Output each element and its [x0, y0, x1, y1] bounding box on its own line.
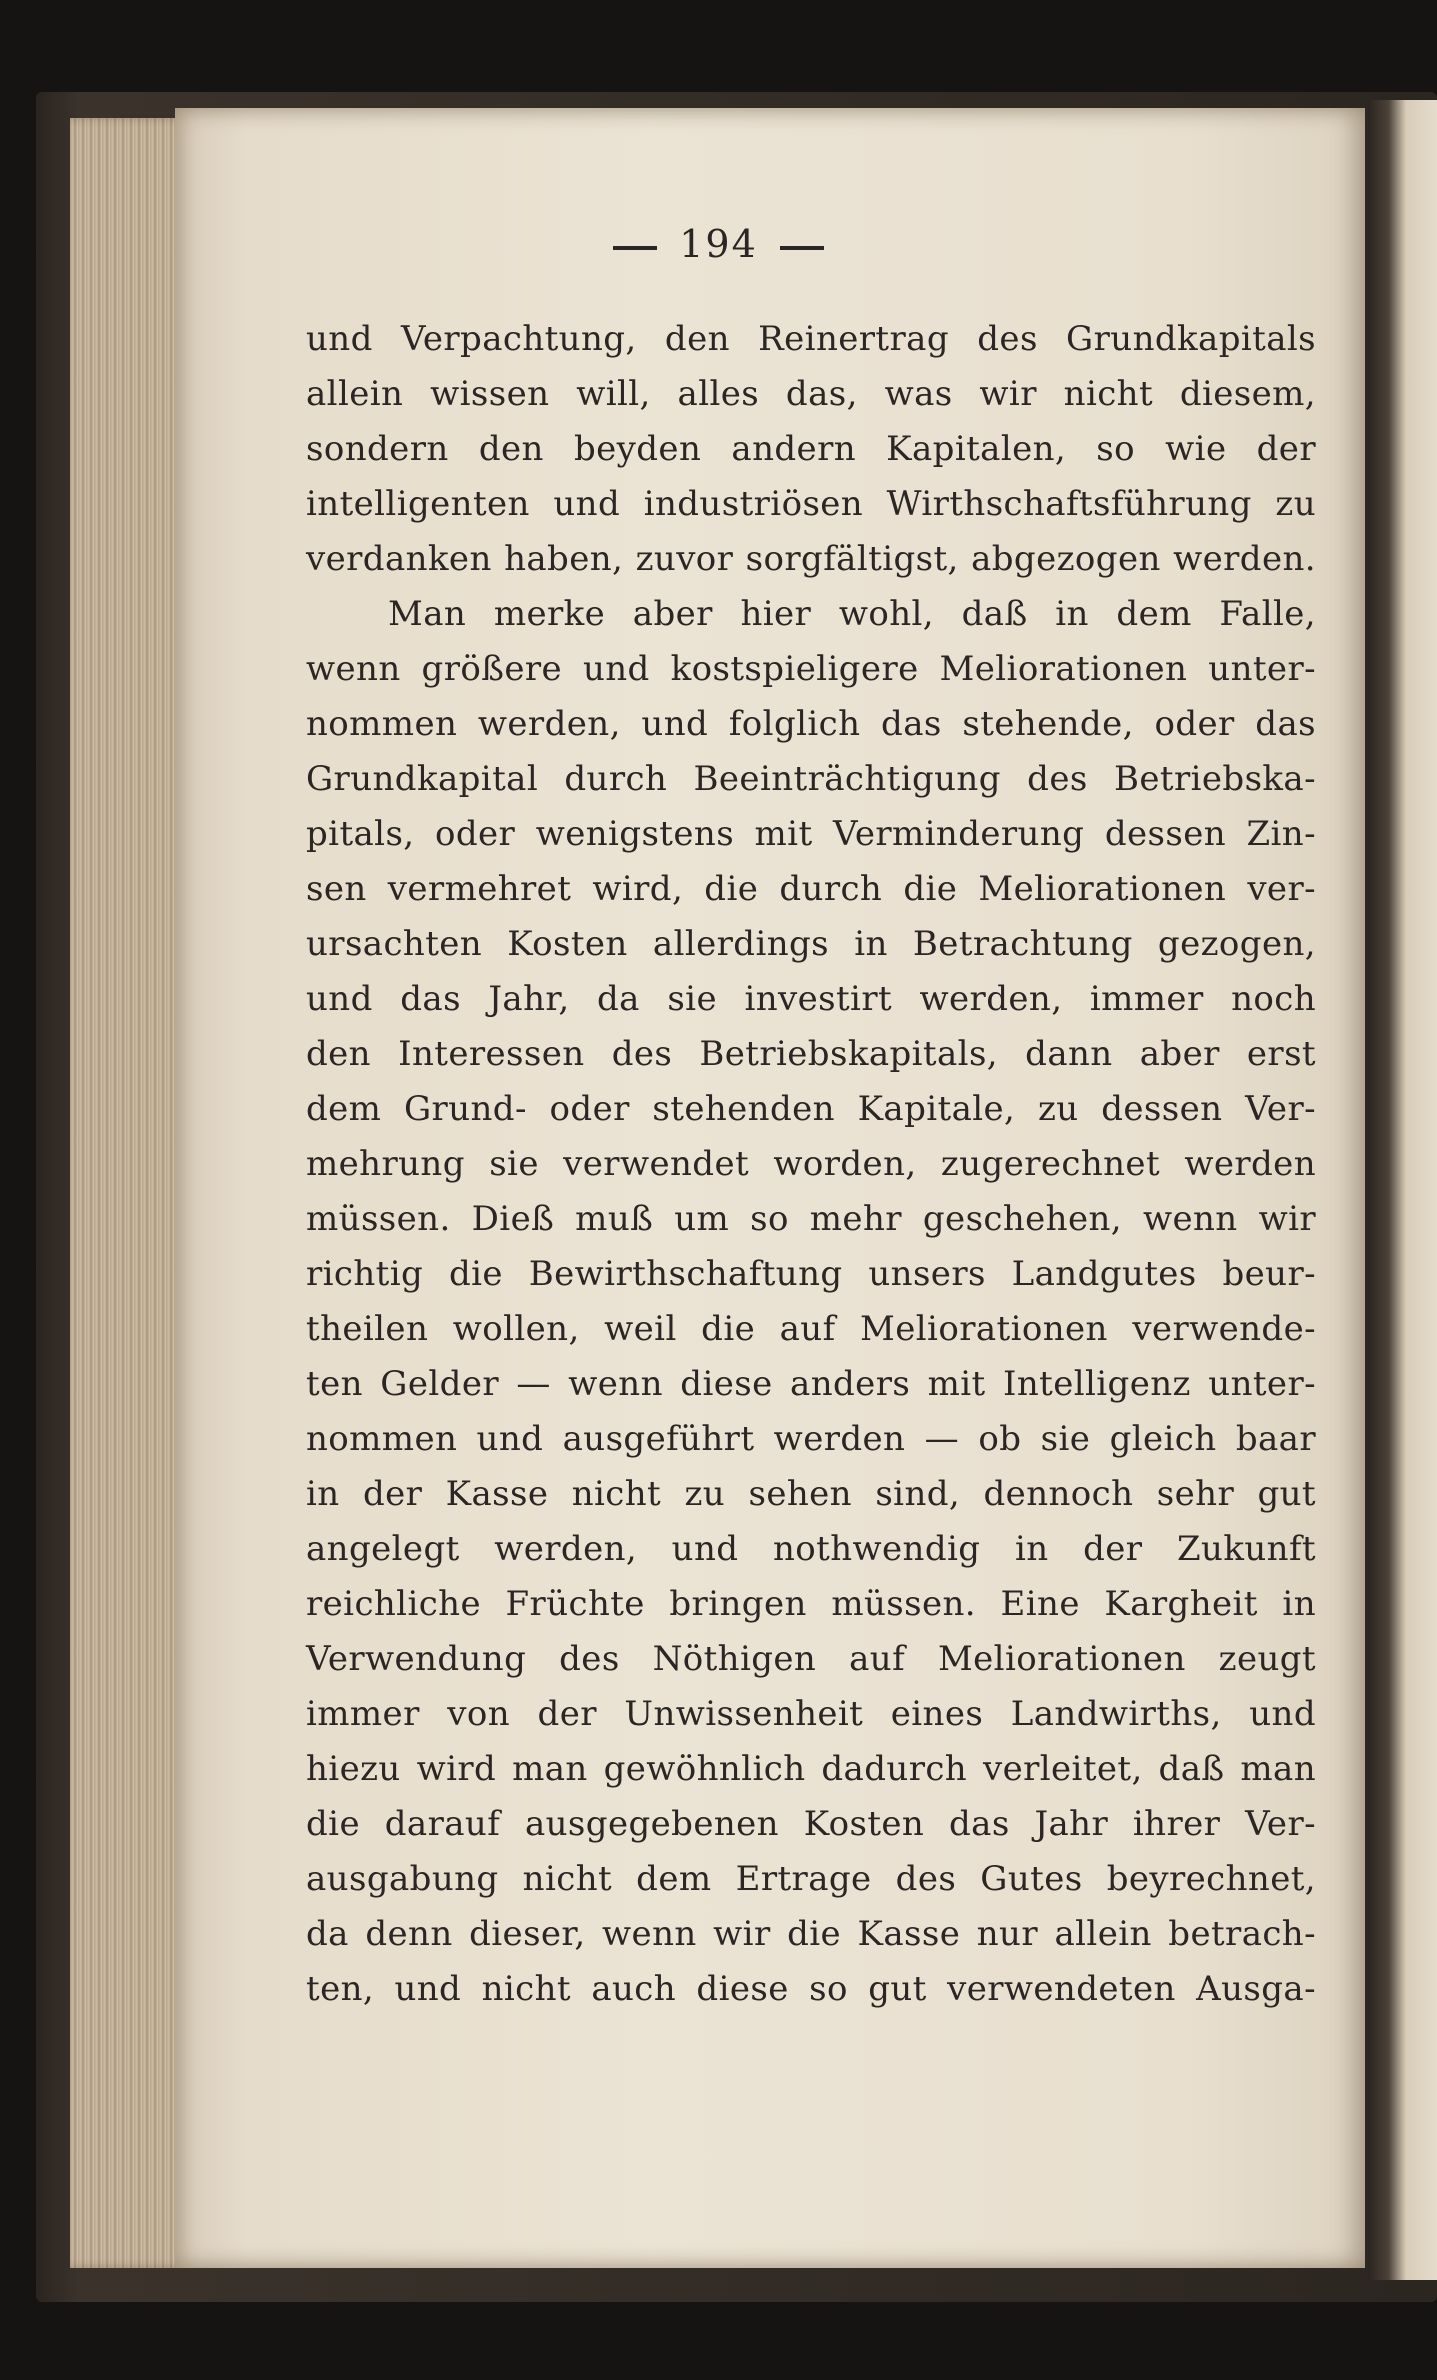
text-line: mehrung sie verwendet worden, zugerechnet werden — [306, 1144, 1316, 1184]
text-line: pitals, oder wenigstens mit Verminderung dessen Zin- — [306, 814, 1316, 854]
text-line: sondern den beyden andern Kapitalen, so wie der — [306, 429, 1316, 469]
header-dash-left — [613, 246, 657, 250]
text-line: verdanken haben, zuvor sorgfältigst, abgezogen werden. — [306, 539, 1316, 579]
text-line: theilen wollen, weil die auf Meliorationen verwende- — [306, 1309, 1316, 1349]
text-line: müssen. Dieß muß um so mehr geschehen, wenn wir — [306, 1199, 1316, 1239]
text-line: in der Kasse nicht zu sehen sind, dennoch sehr gut — [306, 1474, 1316, 1514]
text-line: hiezu wird man gewöhnlich dadurch verleitet, daß man — [306, 1749, 1316, 1789]
text-line: nommen werden, und folglich das stehende, oder das — [306, 704, 1316, 744]
text-line: reichliche Früchte bringen müssen. Eine Kargheit in — [306, 1584, 1316, 1624]
text-line: sen vermehret wird, die durch die Meliorationen ver- — [306, 869, 1316, 909]
text-line: wenn größere und kostspieligere Meliorationen unter- — [306, 649, 1316, 689]
text-line: den Interessen des Betriebskapitals, dann aber erst — [306, 1034, 1316, 1074]
text-line: und das Jahr, da sie investirt werden, immer noch — [306, 979, 1316, 1019]
text-line: richtig die Bewirthschaftung unsers Landgutes beur- — [306, 1254, 1316, 1294]
text-line: und Verpachtung, den Reinertrag des Grundkapitals — [306, 319, 1316, 359]
text-line: Man merke aber hier wohl, daß in dem Falle, — [388, 594, 1316, 634]
text-line: immer von der Unwissenheit eines Landwirths, und — [306, 1694, 1316, 1734]
text-line: ursachten Kosten allerdings in Betrachtung gezogen, — [306, 924, 1316, 964]
text-line: die darauf ausgegebenen Kosten das Jahr ihrer Ver- — [306, 1804, 1316, 1844]
text-line: angelegt werden, und nothwendig in der Zukunft — [306, 1529, 1316, 1569]
text-line: dem Grund- oder stehenden Kapitale, zu dessen Ver- — [306, 1089, 1316, 1129]
text-line: allein wissen will, alles das, was wir nicht diesem, — [306, 374, 1316, 414]
text-line: intelligenten und industriösen Wirthschaftsführung zu — [306, 484, 1316, 524]
text-line: ten, und nicht auch diese so gut verwendeten Ausga- — [306, 1969, 1316, 2009]
text-line: Verwendung des Nöthigen auf Meliorationen zeugt — [306, 1639, 1316, 1679]
text-line: nommen und ausgeführt werden — ob sie gleich baar — [306, 1419, 1316, 1459]
text-line: Grundkapital durch Beeinträchtigung des Betriebska- — [306, 759, 1316, 799]
body-text — [306, 312, 1316, 2017]
header-dash-right — [780, 246, 824, 250]
text-line: da denn dieser, wenn wir die Kasse nur allein betrach- — [306, 1914, 1316, 1954]
text-line: ten Gelder — wenn diese anders mit Intelligenz unter- — [306, 1364, 1316, 1404]
page-header — [0, 222, 1437, 266]
text-line: ausgabung nicht dem Ertrage des Gutes beyrechnet, — [306, 1859, 1316, 1899]
facing-page-edge — [1368, 100, 1437, 2280]
page-number: 194 — [679, 222, 758, 266]
